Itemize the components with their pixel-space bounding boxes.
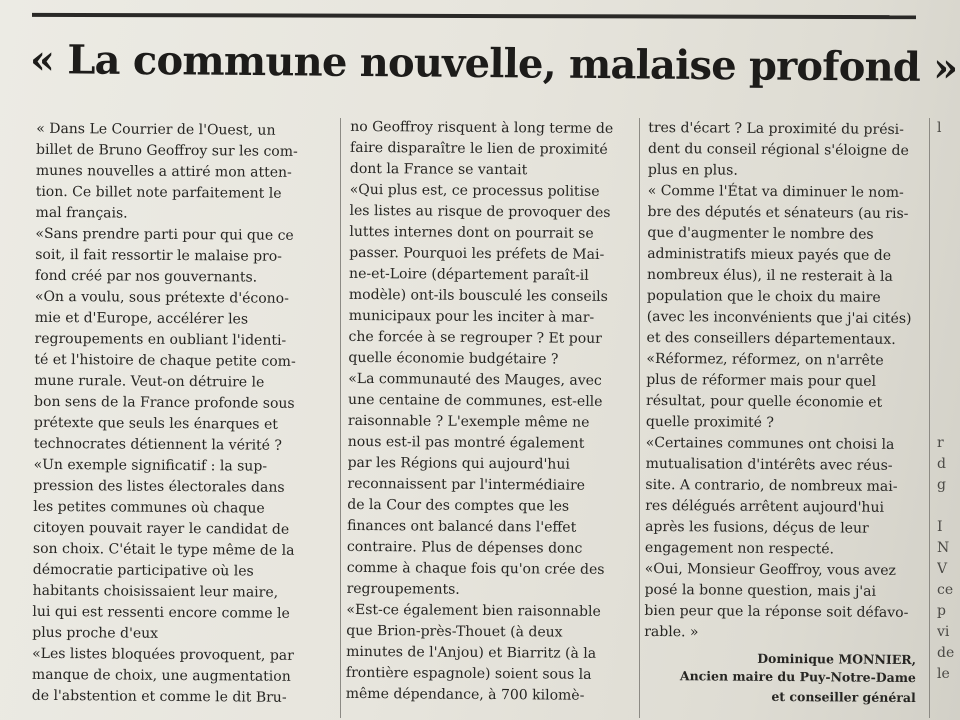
text-line — [937, 496, 960, 517]
text-line: quelle économie budgétaire ? — [348, 349, 559, 368]
text-line: de — [937, 645, 955, 661]
text-line: « Comme l'État va diminuer le nom- — [647, 182, 904, 201]
text-line: rable. » — [644, 623, 699, 641]
text-line: (avec les inconvénients que j'ai cités) — [646, 308, 912, 328]
text-line: posé la bonne question, mais j'ai — [644, 581, 877, 600]
text-line: plus de réformer mais pour quel — [646, 371, 877, 390]
text-line: billet de Bruno Geoffroy sur les com- — [36, 141, 298, 160]
text-line: «Certaines communes ont choisi la — [645, 434, 895, 453]
column-divider — [929, 118, 930, 718]
text-line: mal français. — [35, 204, 128, 222]
text-line — [937, 202, 960, 223]
text-line: r — [937, 435, 944, 451]
text-line: fond créé par nos gouvernants. — [35, 267, 258, 286]
text-line — [937, 307, 960, 328]
text-line: faire disparaître le lien de proximité — [350, 139, 608, 158]
text-line: site. A contrario, de nombreux mai- — [645, 476, 898, 495]
text-line: g — [937, 477, 946, 493]
text-line: mie et d'Europe, accélérer les — [34, 309, 249, 328]
text-line: d — [937, 456, 946, 472]
text-line: res délégués arrêtent aujourd'hui — [645, 497, 885, 516]
text-line — [937, 349, 960, 370]
text-line: té et l'histoire de chaque petite com- — [34, 351, 296, 370]
text-line: citoyen pouvait rayer le candidat de — [33, 519, 290, 538]
text-line — [937, 370, 960, 391]
text-line: dent du conseil régional s'éloigne de — [648, 140, 909, 159]
text-line: «Qui plus est, ce processus politise — [349, 181, 600, 200]
text-line: quelle proximité ? — [645, 413, 775, 431]
text-line: l — [937, 120, 942, 136]
text-line: population que le choix du maire — [646, 287, 881, 306]
text-line — [937, 328, 960, 349]
text-line — [937, 286, 960, 307]
text-line: «La communauté des Mauges, avec — [348, 370, 602, 389]
text-line — [937, 160, 960, 181]
text-line: «Réformez, réformez, on n'arrête — [646, 350, 884, 369]
text-line: que Brion-près-Thouet (à deux — [346, 622, 563, 641]
column-divider — [340, 118, 341, 718]
text-line: municipaux pour les inciter à mar- — [348, 307, 595, 326]
text-line: mutualisation d'intérêts avec réus- — [645, 455, 893, 474]
text-line: regroupements. — [346, 580, 460, 598]
text-line: après les fusions, déçus de leur — [645, 518, 869, 537]
text-line: soit, il fait ressortir le malaise pro- — [35, 246, 283, 265]
text-line: raisonnable ? L'exemple même ne — [347, 412, 590, 431]
article-column-1 — [32, 119, 337, 709]
text-line: les listes au risque de provoquer des — [349, 202, 611, 221]
text-line: «Est-ce également bien raisonnable — [346, 601, 601, 620]
text-line: passer. Pourquoi les préfets de Mai- — [349, 244, 605, 263]
text-line: le — [937, 666, 950, 682]
text-line: de l'abstention et comme le dit Bru- — [31, 687, 287, 706]
text-line: finances ont balancé dans l'effet — [347, 517, 577, 536]
text-line: résultat, pour quelle économie et — [646, 392, 883, 411]
text-line — [937, 244, 960, 265]
text-line: minutes de l'Anjou) et Biarritz (à la — [346, 643, 597, 662]
text-line: plus proche d'eux — [32, 624, 159, 642]
text-line: les petites communes où chaque — [33, 498, 265, 517]
text-line — [937, 223, 960, 244]
text-line: de la Cour des comptes que les — [347, 496, 570, 515]
text-line — [937, 391, 960, 412]
column-divider — [639, 118, 640, 718]
text-line: manque de choix, une augmentation — [31, 666, 291, 685]
signature-role: Ancien maire du Puy-Notre-Dame — [679, 668, 916, 686]
text-line: frontière espagnole) soient sous la — [345, 664, 592, 683]
text-line: bon sens de la France profonde sous — [34, 393, 295, 412]
article-column-2 — [346, 117, 635, 707]
text-line: « Dans Le Courrier de l'Ouest, un — [36, 120, 276, 139]
text-line: modèle) ont-ils bousculé les conseils — [348, 286, 608, 305]
text-line: par les Régions qui aujourd'hui — [347, 454, 570, 473]
text-line: mune rurale. Veut-on détruire le — [34, 372, 265, 391]
text-line: nous est-il pas montré également — [347, 433, 585, 452]
text-line: administratifs mieux payés que de — [647, 245, 892, 264]
text-line: «Les listes bloquées provoquent, par — [32, 645, 294, 664]
text-line: bre des députés et sénateurs (au ris- — [647, 203, 909, 222]
text-line: prétexte que seuls les énarques et — [33, 414, 278, 433]
text-line: reconnaissent par l'intermédiaire — [347, 475, 586, 494]
text-line: habitants choisissaient leur maire, — [32, 582, 279, 601]
text-line: dont la France se vantait — [349, 160, 528, 179]
text-line: démocratie participative où les — [32, 561, 254, 580]
text-line: che forcée à se regrouper ? Et pour — [348, 328, 602, 347]
text-line: munes nouvelles a attiré mon atten- — [35, 162, 292, 181]
text-line: son choix. C'était le type même de la — [32, 540, 295, 559]
article-headline: « La commune nouvelle, malaise profond » — [29, 36, 958, 92]
text-line — [937, 265, 960, 286]
text-line: no Geoffroy risquent à long terme de — [350, 118, 614, 137]
text-line — [937, 412, 960, 433]
text-line: lui qui est ressenti encore comme le — [32, 603, 290, 622]
text-line: nombreux élus), il ne resterait à la — [647, 266, 893, 285]
text-line: technocrates détiennent la vérité ? — [33, 435, 283, 454]
text-line: tion. Ce billet note parfaitement le — [35, 183, 282, 202]
text-line — [937, 181, 960, 202]
text-line: «Sans prendre parti pour qui que ce — [35, 225, 294, 244]
text-line: bien peur que la réponse soit défavo- — [644, 602, 909, 621]
text-line: et des conseillers départementaux. — [646, 329, 896, 348]
text-line: même dépendance, à 700 kilomè- — [345, 685, 585, 704]
text-line: N — [937, 540, 950, 556]
text-line: comme à chaque fois qu'on crée des — [346, 559, 605, 578]
text-line: engagement non respecté. — [644, 539, 835, 558]
text-line: ne-et-Loire (département paraît-il — [349, 265, 589, 284]
text-line: pression des listes électorales dans — [33, 477, 285, 496]
text-line: vi — [937, 624, 950, 640]
text-line: tres d'écart ? La proximité du prési- — [648, 119, 904, 138]
text-line — [937, 139, 960, 160]
text-line: «Oui, Monsieur Geoffroy, vous avez — [644, 560, 896, 579]
article-column-3 — [644, 118, 921, 708]
top-rule — [32, 13, 916, 19]
text-line: luttes internes dont on pourrait se — [349, 223, 594, 242]
text-line: une centaine de communes, est-elle — [348, 391, 603, 410]
signature-role: et conseiller général — [771, 688, 916, 706]
text-line: plus en plus. — [647, 161, 738, 179]
text-line: «Un exemple significatif : la sup- — [33, 456, 268, 475]
text-line: p — [937, 603, 946, 619]
text-line: contraire. Plus de dépenses donc — [346, 538, 583, 557]
neighbor-article-edge — [937, 118, 960, 685]
text-line: «On a voulu, sous prétexte d'écono- — [34, 288, 289, 307]
signature-name: Dominique MONNIER, — [757, 650, 917, 668]
text-line: V — [937, 561, 948, 577]
text-line: regroupements en oubliant l'identi- — [34, 330, 287, 349]
text-line: que d'augmenter le nombre des — [647, 224, 874, 243]
text-line: ce — [937, 582, 954, 598]
text-line: I — [937, 519, 943, 535]
